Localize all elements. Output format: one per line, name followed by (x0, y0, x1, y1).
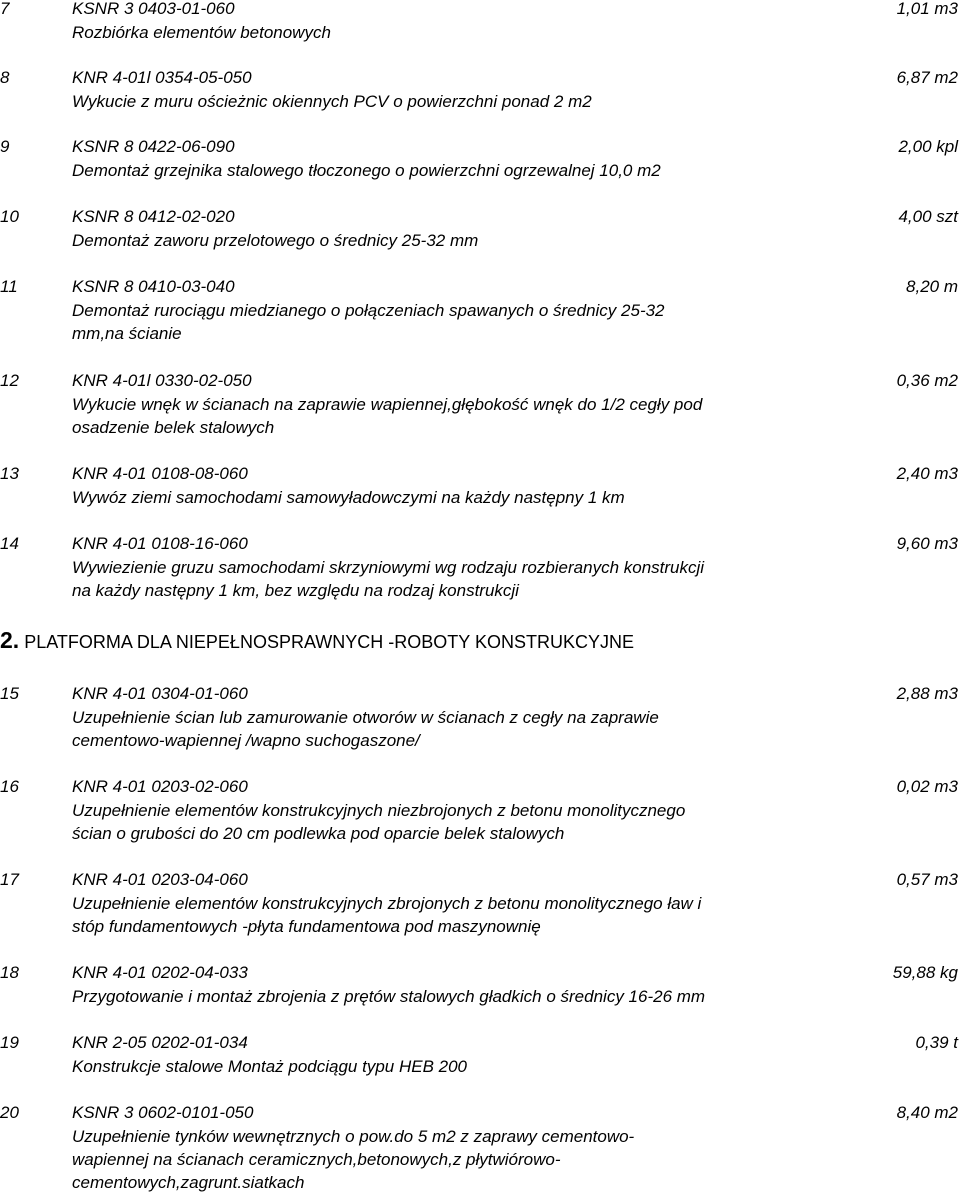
item-description (72, 90, 832, 113)
item-description (72, 799, 832, 845)
item-number: 8 (0, 68, 10, 87)
description-line: Uzupełnienie ścian lub zamurowanie otworów w ścianach z cegły na zaprawie (72, 708, 659, 727)
description-line: Wykucie z muru ościeżnic okiennych PCV o powierzchni ponad 2 m2 (72, 92, 592, 111)
item-description (72, 706, 832, 752)
description-line: cementowo-wapiennej /wapno suchogaszone/ (72, 731, 420, 750)
description-line: Wywiezienie gruzu samochodami skrzyniowymi wg rodzaju rozbieranych konstrukcji (72, 558, 705, 577)
item-description (72, 892, 832, 938)
description-line: Uzupełnienie elementów konstrukcyjnych niezbrojonych z betonu monolitycznego (72, 801, 686, 820)
item-quantity: 6,87 m2 (896, 68, 958, 87)
item-code: KSNR 3 0602-0101-050 (72, 1103, 254, 1122)
item-description (72, 1125, 832, 1194)
item-code: KNR 4-01 0203-04-060 (72, 870, 248, 889)
item-quantity: 2,40 m3 (896, 464, 958, 483)
item-number: 16 (0, 777, 19, 796)
description-line: Uzupełnienie tynków wewnętrznych o pow.do 5 m2 z zaprawy cementowo- (72, 1127, 635, 1146)
item-quantity: 9,60 m3 (896, 534, 958, 553)
item-description (72, 556, 832, 602)
item-quantity: 0,57 m3 (896, 870, 958, 889)
item-number: 13 (0, 464, 19, 483)
description-line: ścian o grubości do 20 cm podlewka pod oparcie belek stalowych (72, 824, 565, 843)
item-description (72, 486, 832, 509)
item-number: 10 (0, 207, 19, 226)
item-code: KNR 4-01 0108-16-060 (72, 534, 248, 553)
item-quantity: 0,39 t (915, 1033, 958, 1052)
item-number: 7 (0, 0, 10, 18)
item-description (72, 21, 832, 44)
description-line: Demontaż zaworu przelotowego o średnicy 25-32 mm (72, 231, 479, 250)
description-line: Przygotowanie i montaż zbrojenia z prętów stalowych gładkich o średnicy 16-26 mm (72, 987, 706, 1006)
item-code: KNR 4-01 0202-04-033 (72, 963, 248, 982)
item-number: 17 (0, 870, 19, 889)
item-code: KNR 4-01 0203-02-060 (72, 777, 248, 796)
item-number: 18 (0, 963, 19, 982)
item-description (72, 985, 832, 1008)
description-line: Wywóz ziemi samochodami samowyładowczymi na każdy następny 1 km (72, 488, 625, 507)
item-number: 11 (0, 277, 18, 296)
item-number: 20 (0, 1103, 19, 1122)
section-number: 2. (0, 627, 20, 653)
description-line: Rozbiórka elementów betonowych (72, 23, 331, 42)
item-quantity: 2,00 kpl (898, 137, 958, 156)
item-code: KNR 4-01l 0354-05-050 (72, 68, 252, 87)
description-line: Uzupełnienie elementów konstrukcyjnych zbrojonych z betonu monolitycznego ław i (72, 894, 702, 913)
description-line: mm,na ścianie (72, 324, 182, 343)
item-quantity: 8,20 m (906, 277, 958, 296)
item-code: KSNR 8 0412-02-020 (72, 207, 235, 226)
item-code: KNR 4-01l 0330-02-050 (72, 371, 252, 390)
item-code: KNR 4-01 0108-08-060 (72, 464, 248, 483)
item-code: KNR 2-05 0202-01-034 (72, 1033, 248, 1052)
item-code: KSNR 3 0403-01-060 (72, 0, 235, 18)
item-code: KSNR 8 0422-06-090 (72, 137, 235, 156)
item-quantity: 2,88 m3 (896, 684, 958, 703)
item-number: 9 (0, 137, 10, 156)
item-code: KNR 4-01 0304-01-060 (72, 684, 248, 703)
description-line: Demontaż rurociągu miedzianego o połączeniach spawanych o średnicy 25-32 (72, 301, 665, 320)
description-line: na każdy następny 1 km, bez względu na rodzaj konstrukcji (72, 581, 519, 600)
item-description (72, 1055, 832, 1078)
item-description (72, 299, 832, 345)
item-quantity: 1,01 m3 (896, 0, 958, 18)
description-line: Demontaż grzejnika stalowego tłoczonego o powierzchni ogrzewalnej 10,0 m2 (72, 161, 661, 180)
description-line: wapiennej na ścianach ceramicznych,betonowych,z płytwiórowo- (72, 1150, 561, 1169)
item-quantity: 4,00 szt (898, 207, 958, 226)
item-quantity: 0,36 m2 (896, 371, 958, 390)
item-number: 14 (0, 534, 19, 553)
description-line: stóp fundamentowych -płyta fundamentowa pod maszynownię (72, 917, 541, 936)
section-heading (0, 629, 634, 654)
section-title: PLATFORMA DLA NIEPEŁNOSPRAWNYCH -ROBOTY KONSTRUKCYJNE (24, 632, 634, 652)
item-quantity: 0,02 m3 (896, 777, 958, 796)
item-number: 19 (0, 1033, 19, 1052)
description-line: Konstrukcje stalowe Montaż podciągu typu HEB 200 (72, 1057, 468, 1076)
item-quantity: 8,40 m2 (896, 1103, 958, 1122)
description-line: osadzenie belek stalowych (72, 418, 275, 437)
item-code: KSNR 8 0410-03-040 (72, 277, 235, 296)
description-line: Wykucie wnęk w ścianach na zaprawie wapiennej,głębokość wnęk do 1/2 cegły pod (72, 395, 703, 414)
item-number: 12 (0, 371, 19, 390)
item-quantity: 59,88 kg (892, 963, 958, 982)
item-description (72, 159, 832, 182)
item-number: 15 (0, 684, 19, 703)
item-description (72, 229, 832, 252)
description-line: cementowych,zagrunt.siatkach (72, 1173, 305, 1192)
item-description (72, 393, 832, 439)
